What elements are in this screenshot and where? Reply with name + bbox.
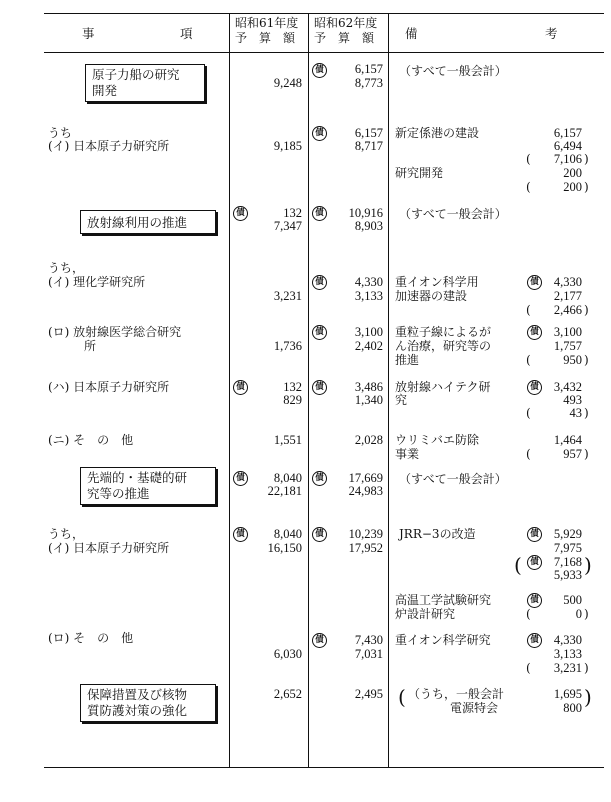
sai-icon: 債: [233, 471, 248, 486]
note-text: 究: [395, 393, 408, 407]
note-amount: 0: [575, 607, 582, 621]
bracket-close: ): [584, 607, 589, 621]
bracket-open: (: [514, 553, 522, 577]
note-text: 事業: [395, 447, 420, 461]
note-text: 重粒子線によるが: [395, 325, 492, 339]
s62-value: 3,133: [354, 289, 383, 303]
s62-sai: 6,157: [354, 62, 383, 76]
header-item-char2: 項: [180, 26, 194, 41]
note-text: 新定係港の建設: [395, 126, 480, 140]
header-bottom-rule: [44, 52, 604, 53]
row-label: (ロ) そ の 他: [48, 631, 134, 645]
section-title-line1: 保障措置及び核物: [87, 687, 188, 702]
bracket-open: (: [526, 180, 531, 194]
bracket-open: (: [526, 353, 531, 367]
section-title-line2: 開発: [92, 83, 118, 98]
note-text: 研究開発: [395, 166, 444, 180]
section-box-nuclear-ship: [85, 64, 205, 102]
section-note: （すべて一般会計）: [399, 207, 507, 221]
note-text: ウリミバエ防除: [395, 433, 480, 447]
section-title-line2: 質防護対策の強化: [87, 703, 188, 718]
s62-total: 24,983: [348, 484, 383, 498]
note-text: ん治療，研究等の: [395, 339, 492, 353]
note-amount: 3,432: [553, 380, 582, 394]
note-amount: 3,133: [553, 647, 582, 661]
col-divider-2: [308, 13, 309, 767]
s61-sai: 8,040: [273, 527, 302, 541]
bracket-close: ): [584, 152, 589, 166]
bracket-open: (: [526, 406, 531, 420]
sai-icon: 債: [527, 325, 542, 340]
sai-icon: 債: [527, 555, 542, 570]
sai-icon: 債: [233, 527, 248, 542]
bracket-close: ): [584, 406, 589, 420]
s61-value: 9,185: [273, 139, 302, 153]
bracket-open: (: [398, 685, 406, 709]
note-text: 重イオン科学研究: [395, 633, 491, 647]
s61-value: 3,231: [273, 289, 302, 303]
s61-total: 7,347: [273, 219, 302, 233]
note-amount: 5,929: [553, 527, 582, 541]
bracket-close: ): [584, 661, 589, 675]
section-note: （すべて一般会計）: [399, 64, 507, 78]
sai-icon: 債: [312, 471, 327, 486]
note-amount: 6,157: [553, 126, 582, 140]
sai-icon: 債: [527, 380, 542, 395]
header-s62-line1: 昭和62年度: [314, 16, 378, 30]
header-s61-line1: 昭和61年度: [235, 16, 299, 30]
note-amount: 200: [563, 166, 582, 180]
section-box-advanced-research: [80, 467, 216, 505]
note-amount: 43: [569, 406, 582, 420]
row-label: (ハ) 日本原子力研究所: [48, 380, 170, 394]
s62-value: 17,952: [348, 541, 383, 555]
note-amount: 493: [563, 393, 582, 407]
bracket-open: (: [526, 607, 531, 621]
note-text: 加速器の建設: [395, 289, 468, 303]
s62-value: 2,402: [354, 339, 383, 353]
note-amount: 7,975: [553, 541, 582, 555]
bracket-close: ): [584, 447, 589, 461]
sai-icon: 債: [312, 325, 327, 340]
note-amount: 4,330: [553, 633, 582, 647]
bracket-open: (: [526, 303, 531, 317]
note-amount: 200: [563, 180, 582, 194]
bracket-open: (: [526, 447, 531, 461]
note-amount: 3,100: [553, 325, 582, 339]
row-label-cont: 所: [84, 339, 97, 353]
s62-value: 1,340: [354, 393, 383, 407]
section-box-radiation: [80, 210, 216, 234]
bracket-close: ): [584, 303, 589, 317]
note-amount: 7,106: [553, 152, 582, 166]
uchi-label: うち，: [48, 261, 85, 275]
section-title-line1: 原子力船の研究: [92, 67, 180, 82]
s62-value: 2,028: [354, 433, 383, 447]
row-label: (ニ) そ の 他: [48, 433, 134, 447]
header-s62-line2: 予 算 額: [314, 31, 375, 45]
note-amount: 3,231: [553, 661, 582, 675]
note-amount: 7,168: [553, 555, 582, 569]
sai-icon: 債: [312, 633, 327, 648]
s61-total: 22,181: [267, 484, 302, 498]
uchi-label: うち: [48, 126, 73, 140]
col-divider-3: [388, 13, 389, 767]
section-box-safeguards: [80, 684, 216, 722]
sai-icon: 債: [312, 206, 327, 221]
s61-sai: 132: [283, 206, 302, 220]
s62-sai: 10,239: [348, 527, 383, 541]
note-amount: 5,933: [553, 568, 582, 582]
header-s61-line2: 予 算 額: [235, 31, 296, 45]
sai-icon: 債: [312, 527, 327, 542]
s62-sai: 3,486: [354, 380, 383, 394]
note-text: 推進: [395, 353, 420, 367]
s62-sai: 3,100: [354, 325, 383, 339]
note-amount: 2,177: [553, 289, 582, 303]
row-label: (ロ) 放射線医学総合研究: [48, 325, 182, 339]
bracket-close: ): [584, 353, 589, 367]
note-amount: 1,695: [553, 687, 582, 701]
section-note: 電源特会: [450, 701, 499, 715]
header-note-char2: 考: [545, 26, 559, 41]
header-note-char1: 備: [405, 26, 419, 41]
sai-icon: 債: [312, 126, 327, 141]
s61-total: 9,248: [273, 76, 302, 90]
s61-sai: 132: [283, 380, 302, 394]
s62-value: 7,031: [354, 647, 383, 661]
s61-value: 1,551: [273, 433, 302, 447]
s62-total: 8,773: [354, 76, 383, 90]
bracket-open: (: [526, 152, 531, 166]
sai-icon: 債: [527, 275, 542, 290]
note-amount: 800: [563, 701, 582, 715]
section-title-line1: 先端的・基礎的研: [87, 470, 188, 485]
note-text: 炉設計研究: [395, 607, 456, 621]
s62-value: 8,717: [354, 139, 383, 153]
note-amount: 2,466: [553, 303, 582, 317]
s62-total: 8,903: [354, 219, 383, 233]
uchi-label: うち，: [48, 527, 85, 541]
note-text: 放射線ハイテク研: [395, 380, 491, 394]
s61-sai: 8,040: [273, 471, 302, 485]
row-label: (イ) 理化学研究所: [48, 275, 146, 289]
bracket-close: ): [584, 685, 592, 709]
note-amount: 500: [563, 593, 582, 607]
table-bottom-rule: [44, 767, 604, 768]
row-label: (イ) 日本原子力研究所: [48, 541, 170, 555]
sai-icon: 債: [527, 633, 542, 648]
sai-icon: 債: [312, 380, 327, 395]
col-divider-1: [229, 13, 230, 767]
s61-value: 6,030: [273, 647, 302, 661]
s62-total: 2,495: [354, 687, 383, 701]
note-text: 高温工学試験研究: [395, 593, 492, 607]
header-item-char1: 事: [82, 26, 96, 41]
table-top-rule: [44, 13, 604, 14]
note-amount: 950: [563, 353, 582, 367]
sai-icon: 債: [233, 380, 248, 395]
s62-sai: 4,330: [354, 275, 383, 289]
sai-icon: 債: [527, 527, 542, 542]
s61-value: 16,150: [267, 541, 302, 555]
sai-icon: 債: [233, 206, 248, 221]
s62-sai: 10,916: [348, 206, 383, 220]
row-label: (イ) 日本原子力研究所: [48, 139, 170, 153]
sai-icon: 債: [312, 275, 327, 290]
section-title-line2: 究等の推進: [87, 486, 150, 501]
note-amount: 957: [563, 447, 582, 461]
s62-sai: 6,157: [354, 126, 383, 140]
bracket-close: ): [584, 553, 592, 577]
s62-sai: 17,669: [348, 471, 383, 485]
note-amount: 1,757: [553, 339, 582, 353]
bracket-open: (: [526, 661, 531, 675]
section-title-line1: 放射線利用の推進: [87, 215, 188, 230]
bracket-close: ): [584, 180, 589, 194]
s61-value: 1,736: [273, 339, 302, 353]
note-amount: 6,494: [553, 139, 582, 153]
sai-icon: 債: [312, 63, 327, 78]
s61-value: 829: [283, 393, 302, 407]
note-amount: 1,464: [553, 433, 582, 447]
note-text: 重イオン科学用: [395, 275, 479, 289]
s61-total: 2,652: [273, 687, 302, 701]
note-amount: 4,330: [553, 275, 582, 289]
section-note: （うち，一般会計: [408, 687, 505, 701]
s62-sai: 7,430: [354, 633, 383, 647]
section-note: （すべて一般会計）: [399, 472, 507, 486]
sai-icon: 債: [527, 593, 542, 608]
note-text: JRR−3の改造: [399, 527, 476, 541]
